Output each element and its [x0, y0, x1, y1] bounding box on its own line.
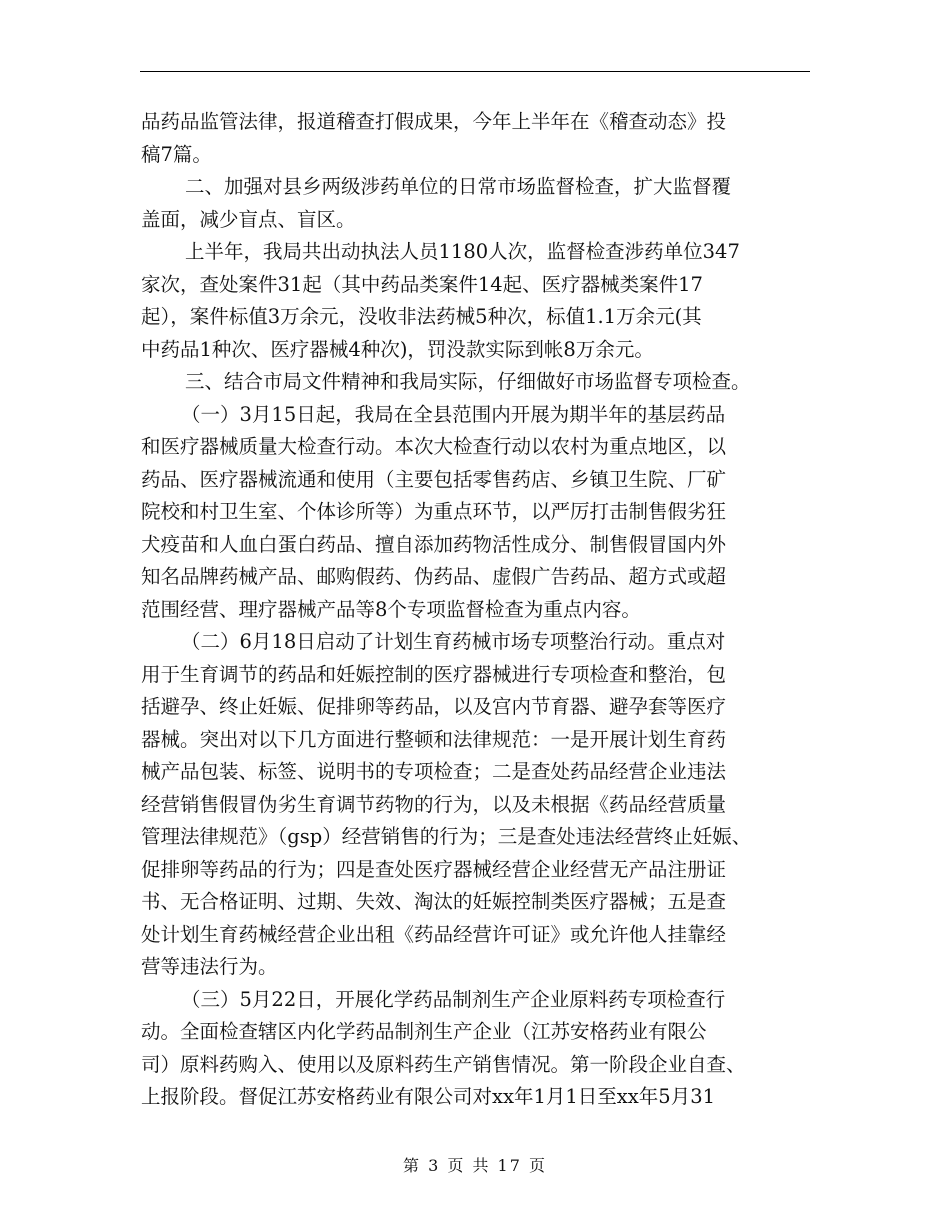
body-line: 括避孕、终止妊娠、促排卵等药品，以及宫内节育器、避孕套等医疗 — [141, 695, 727, 718]
body-line: 上报阶段。督促江苏安格药业有限公司对xx年1月1日至xx年5月31 — [141, 1085, 716, 1108]
document-body — [141, 106, 831, 1114]
subsection-line: （一）3月15日起，我局在全县范围内开展为期半年的基层药品 — [181, 402, 726, 426]
body-line: 械产品包装、标签、说明书的专项检查；二是查处药品经营企业违法 — [141, 760, 727, 783]
body-line: 上半年，我局共出动执法人员1180人次，监督检查涉药单位347 — [185, 240, 740, 263]
subsection-line: （三）5月22日，开展化学药品制剂生产企业原料药专项检查行 — [181, 987, 726, 1011]
body-line: 管理法律规范》（gsp）经营销售的行为；三是查处违法经营终止妊娠、 — [141, 825, 752, 848]
body-line: 处计划生育药械经营企业出租《药品经营许可证》或允许他人挂靠经 — [141, 922, 727, 946]
header-rule — [140, 71, 810, 72]
body-line: 品药品监管法律，报道稽查打假成果，今年上半年在《稽查动态》投 — [141, 110, 727, 133]
body-line: 书、无合格证明、过期、失效、淘汰的妊娠控制类医疗器械；五是查 — [141, 890, 727, 913]
body-line: 稿7篇。 — [141, 142, 212, 166]
body-line: 经营销售假冒伪劣生育调节药物的行为，以及未根据《药品经营质量 — [141, 792, 727, 816]
body-line: 中药品1种次、医疗器械4种次)，罚没款实际到帐8万余元。 — [141, 337, 654, 361]
body-line: 动。全面检查辖区内化学药品制剂生产企业（江苏安格药业有限公 — [141, 1020, 707, 1043]
body-line: 和医疗器械质量大检查行动。本次大检查行动以农村为重点地区，以 — [141, 435, 727, 458]
body-line: 院校和村卫生室、个体诊所等）为重点环节，以严厉打击制售假劣狂 — [141, 500, 727, 523]
body-line: 犬疫苗和人血白蛋白药品、擅自添加药物活性成分、制售假冒国内外 — [141, 532, 727, 556]
body-line: 家次，查处案件31起（其中药品类案件14起、医疗器械类案件17 — [141, 272, 703, 296]
body-line: 营等违法行为。 — [141, 955, 278, 978]
page-number: 第 3 页 共 17 页 — [403, 1156, 547, 1175]
body-line: 用于生育调节的药品和妊娠控制的医疗器械进行专项检查和整治，包 — [141, 662, 727, 686]
body-line: 盖面，减少盲点、盲区。 — [141, 207, 356, 231]
section-heading: 三、结合市局文件精神和我局实际，仔细做好市场监督专项检查。 — [185, 370, 751, 393]
body-line: 范围经营、理疗器械产品等8个专项监督检查为重点内容。 — [141, 597, 641, 621]
subsection-line: （二）6月18日启动了计划生育药械市场专项整治行动。重点对 — [181, 630, 726, 653]
body-line: 促排卵等药品的行为；四是查处医疗器械经营企业经营无产品注册证 — [141, 857, 727, 881]
body-line: 知名品牌药械产品、邮购假药、伪药品、虚假广告药品、超方式或超 — [141, 565, 727, 588]
section-heading: 二、加强对县乡两级涉药单位的日常市场监督检查，扩大监督覆 — [185, 175, 732, 198]
body-line: 司）原料药购入、使用以及原料药生产销售情况。第一阶段企业自查、 — [141, 1052, 746, 1076]
body-line: 起），案件标值3万余元，没收非法药械5种次，标值1.1万余元(其 — [141, 305, 702, 328]
body-line: 器械。突出对以下几方面进行整顿和法律规范：一是开展计划生育药 — [141, 727, 727, 751]
body-line: 药品、医疗器械流通和使用（主要包括零售药店、乡镇卫生院、厂矿 — [141, 467, 727, 491]
